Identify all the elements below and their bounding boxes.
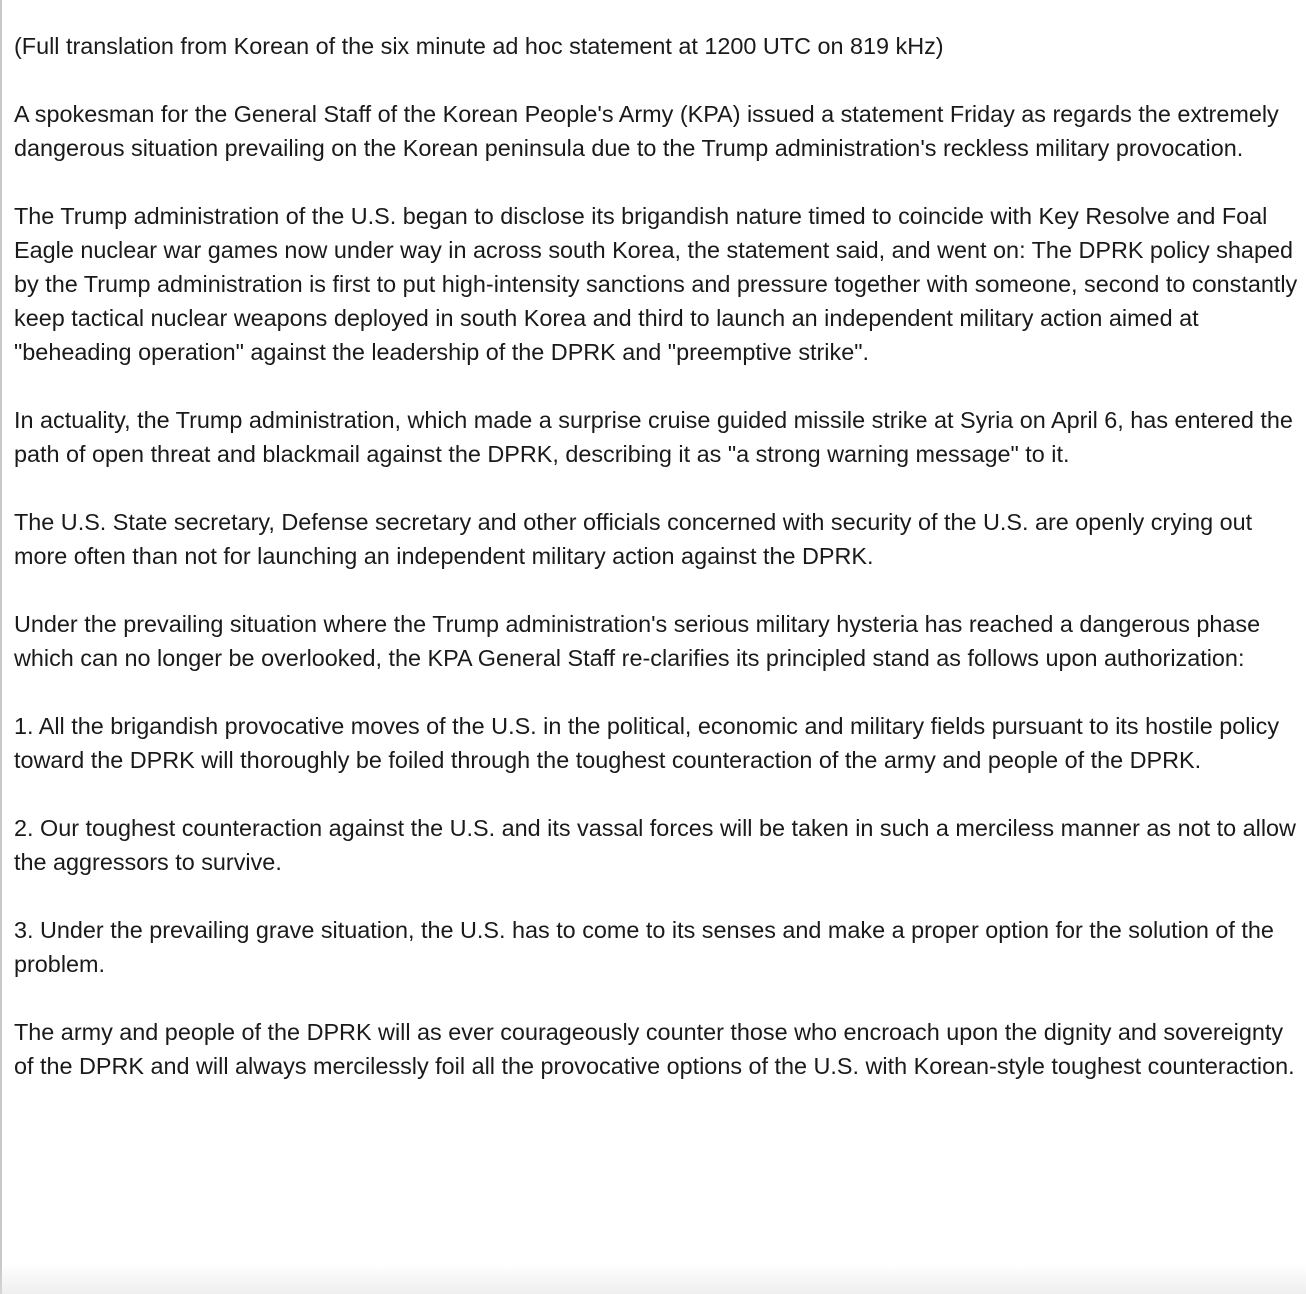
- paragraph-point-2: 2. Our toughest counteraction against the U.S. and its vassal forces will be taken in such a merciless manner as not to allow the aggressors to survive.: [14, 815, 1296, 875]
- statement-article: [14, 29, 1304, 1117]
- bottom-fade-overlay: [0, 1264, 1306, 1294]
- paragraph-officials: The U.S. State secretary, Defense secretary and other officials concerned with security of the U.S. are openly crying out more often than not for launching an independent military action against the DPRK.: [14, 509, 1253, 569]
- paragraph-closing: The army and people of the DPRK will as ever courageously counter those who encroach upon the dignity and sovereignty of the DPRK and will always mercilessly foil all the provocative options of the U.S. with Korean-style toughest counteraction.: [14, 1019, 1295, 1079]
- left-border-rule: [0, 0, 2, 1294]
- paragraph-syria-strike: In actuality, the Trump administration, which made a surprise cruise guided missile strike at Syria on April 6, has entered the path of open threat and blackmail against the DPRK, describing it as "a strong warning message" to it.: [14, 407, 1293, 467]
- paragraph-policy: The Trump administration of the U.S. began to disclose its brigandish nature timed to coincide with Key Resolve and Foal Eagle nuclear war games now under way in across south Korea, the statement said, and went on: The DPRK policy shaped by the Trump administration is first to put high-intensity sanctions and pressure together with someone, second to constantly keep tactical nuclear weapons deployed in south Korea and third to launch an independent military action aimed at "beheading operation" against the leadership of the DPRK and "preemptive strike".: [14, 203, 1298, 365]
- paragraph-point-1: 1. All the brigandish provocative moves of the U.S. in the political, economic and military fields pursuant to its hostile policy toward the DPRK will thoroughly be foiled through the toughest counteraction of the army and people of the DPRK.: [14, 713, 1280, 773]
- paragraph-point-3: 3. Under the prevailing grave situation, the U.S. has to come to its senses and make a proper option for the solution of the problem.: [14, 917, 1274, 977]
- paragraph-intro-note: (Full translation from Korean of the six minute ad hoc statement at 1200 UTC on 819 kHz): [14, 33, 944, 59]
- paragraph-stand: Under the prevailing situation where the Trump administration's serious military hysteria has reached a dangerous phase which can no longer be overlooked, the KPA General Staff re-clarifies its principled stand as follows upon authorization:: [14, 611, 1261, 671]
- paragraph-spokesman: A spokesman for the General Staff of the Korean People's Army (KPA) issued a statement Friday as regards the extremely dangerous situation prevailing on the Korean peninsula due to the Trump administration's reckless military provocation.: [14, 101, 1279, 161]
